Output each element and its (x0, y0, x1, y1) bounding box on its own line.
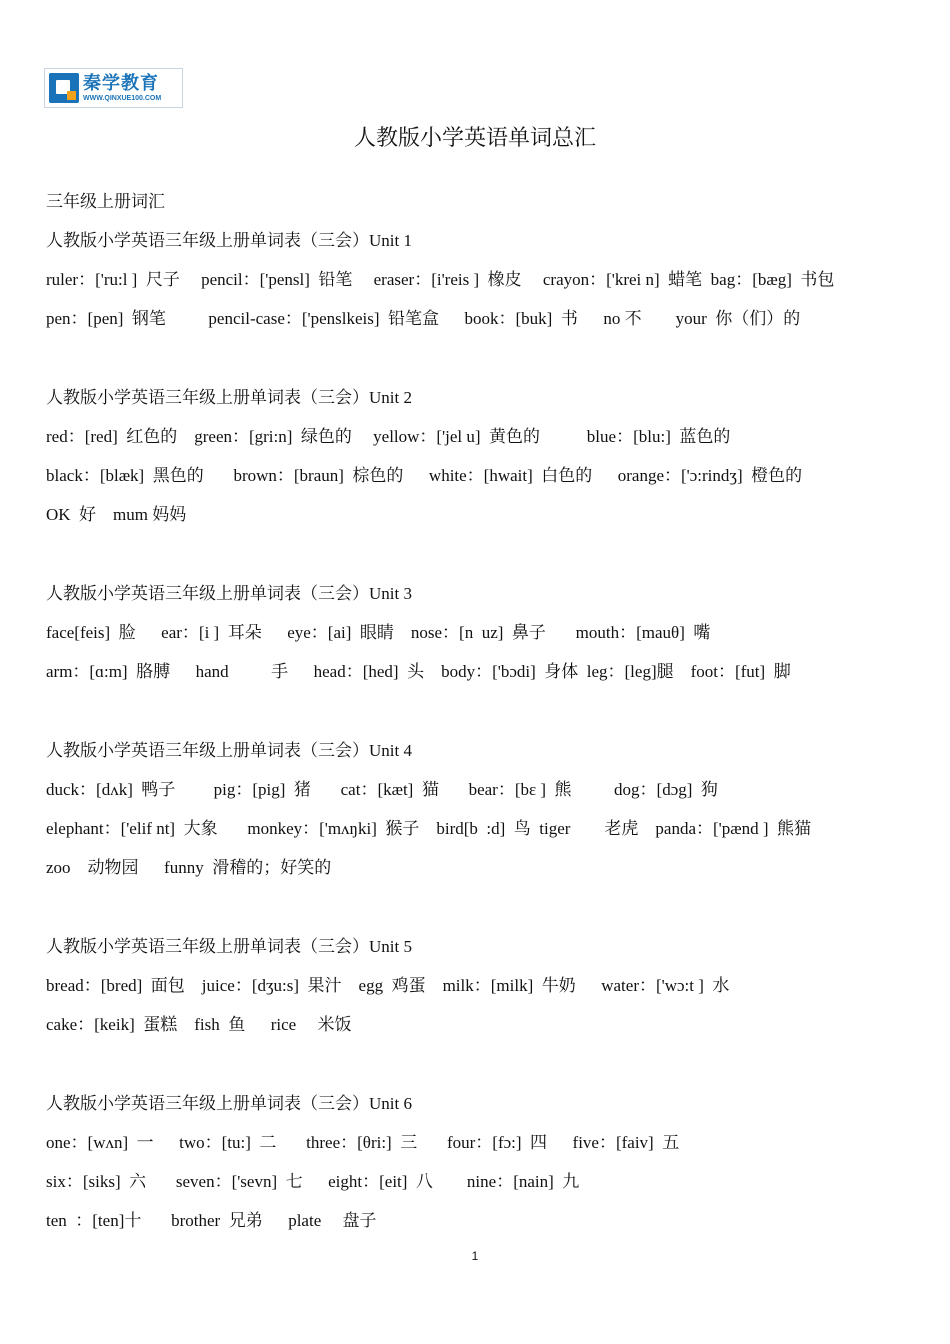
unit-1-line-2: pen：[pen] 钢笔 pencil-case：['penslkeis] 铅笔盒 book：[buk] 书 no 不 your 你（们）的 (46, 309, 801, 328)
unit-5-line-2: cake：[keik] 蛋糕 fish 鱼 rice 米饭 (46, 1015, 352, 1034)
unit-6-line-2: six：[siks] 六 seven：['sevn] 七 eight：[eit] 八 nine：[nain] 九 (46, 1172, 580, 1191)
unit-4-line-3: zoo 动物园 funny 滑稽的；好笑的 (46, 858, 332, 877)
unit-5-line-1: bread：[bred] 面包 juice：[dʒu:s] 果汁 egg 鸡蛋 milk：[milk] 牛奶 water：['wɔ:t ] 水 (46, 976, 730, 995)
unit-6-line-3: ten ：[ten]十 brother 兄弟 plate 盘子 (46, 1211, 377, 1230)
section-heading: 三年级上册词汇 (46, 192, 165, 211)
logo (44, 68, 183, 108)
unit-4-line-1: duck：[dʌk] 鸭子 pig：[pig] 猪 cat：[kæt] 猫 bear：[bɛ ] 熊 dog：[dɔg] 狗 (46, 780, 718, 799)
unit-1-heading: 人教版小学英语三年级上册单词表（三会）Unit 1 (46, 231, 412, 250)
unit-4-line-2: elephant：['elif nt] 大象 monkey：['mʌŋki] 猴子 bird[b :d] 鸟 tiger 老虎 panda：['pænd ] 熊猫 (46, 819, 811, 838)
unit-2-heading: 人教版小学英语三年级上册单词表（三会）Unit 2 (46, 388, 412, 407)
unit-3-line-1: face[feis] 脸 ear：[i ] 耳朵 eye：[ai] 眼睛 nose：[n uz] 鼻子 mouth：[mauθ] 嘴 (46, 623, 711, 642)
logo-name: 秦学教育 (83, 72, 159, 94)
unit-2-line-1: red：[red] 红色的 green：[gri:n] 绿色的 yellow：['jel u] 黄色的 blue：[blu:] 蓝色的 (46, 427, 731, 446)
unit-3-heading: 人教版小学英语三年级上册单词表（三会）Unit 3 (46, 584, 412, 603)
unit-6-heading: 人教版小学英语三年级上册单词表（三会）Unit 6 (46, 1094, 412, 1113)
unit-2-line-2: black：[blæk] 黑色的 brown：[braun] 棕色的 white：[hwait] 白色的 orange：['ɔ:rindʒ] 橙色的 (46, 466, 803, 485)
unit-6-line-1: one：[wʌn] 一 two：[tu:] 二 three：[θri:] 三 four：[fɔ:] 四 five：[faiv] 五 (46, 1133, 680, 1152)
logo-text (83, 74, 161, 103)
unit-3-line-2: arm：[ɑ:m] 胳膊 hand 手 head：[hed] 头 body：['bɔdi] 身体 leg：[leg]腿 foot：[fut] 脚 (46, 662, 791, 681)
logo-url: WWW.QINXUE100.COM (83, 94, 162, 102)
page-title: 人教版小学英语单词总汇 (353, 125, 596, 150)
logo-mark-icon (49, 73, 79, 103)
unit-2-line-3: OK 好 mum 妈妈 (46, 505, 187, 524)
page-number: 1 (471, 1249, 479, 1263)
unit-4-heading: 人教版小学英语三年级上册单词表（三会）Unit 4 (46, 741, 412, 760)
unit-5-heading: 人教版小学英语三年级上册单词表（三会）Unit 5 (46, 937, 412, 956)
unit-1-line-1: ruler：['ru:l ] 尺子 pencil：['pensl] 铅笔 eraser：[i'reis ] 橡皮 crayon：['krei n] 蜡笔 bag：[bæg] 书包 (46, 270, 835, 289)
